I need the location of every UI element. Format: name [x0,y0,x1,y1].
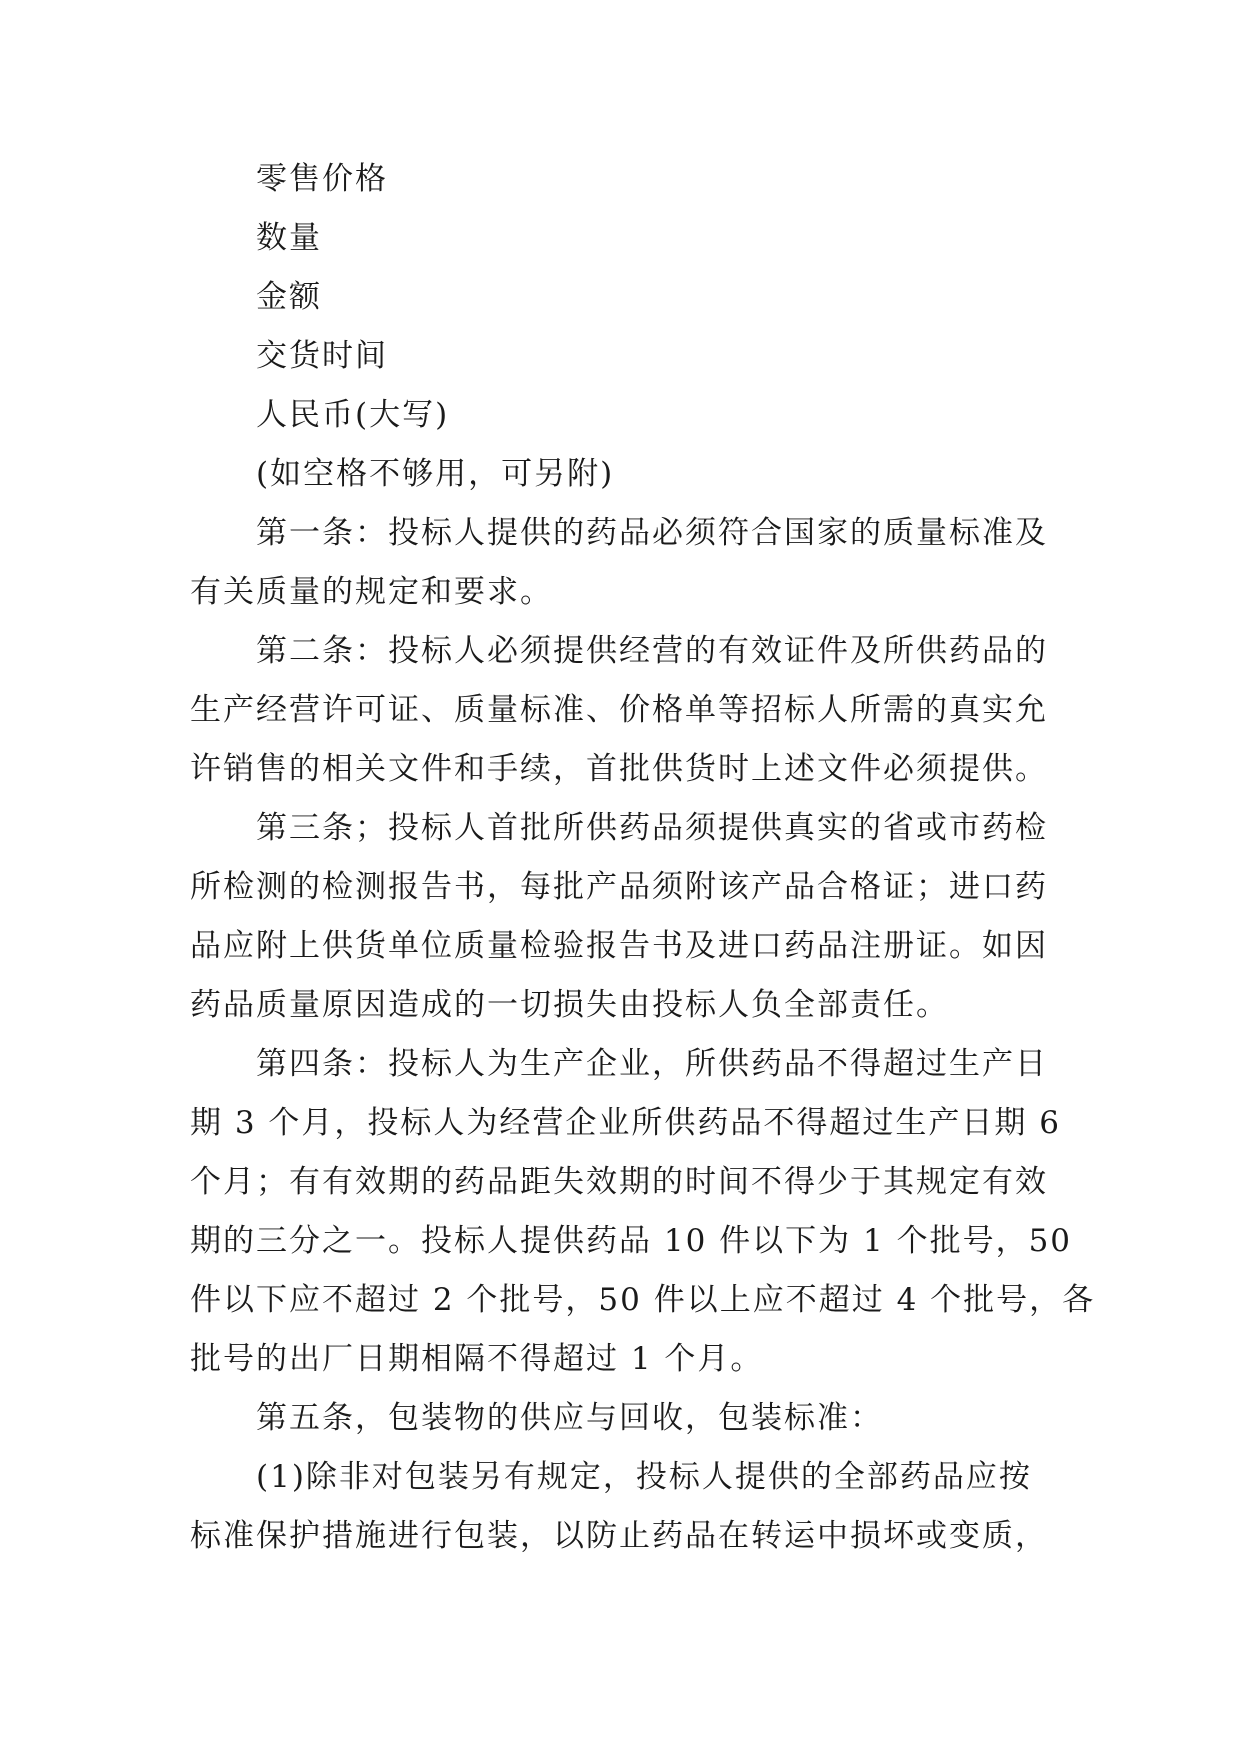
article-4-line-4: 期的三分之一。投标人提供药品 10 件以下为 1 个批号，50 [190,1223,1073,1259]
field-label-rmb-uppercase: 人民币(大写) [256,397,450,433]
article-2-line-2: 生产经营许可证、质量标准、价格单等招标人所需的真实允 [190,692,1048,728]
article-1-line-1: 第一条：投标人提供的药品必须符合国家的质量标准及 [256,515,1048,551]
article-4-line-3: 个月；有有效期的药品距失效期的时间不得少于其规定有效 [190,1164,1048,1200]
article-4-line-6: 批号的出厂日期相隔不得超过 1 个月。 [190,1341,764,1377]
field-label-quantity: 数量 [256,220,322,256]
field-label-amount: 金额 [256,279,322,315]
article-4-line-5: 件以下应不超过 2 个批号，50 件以上应不超过 4 个批号，各 [190,1282,1096,1318]
article-3-line-4: 药品质量原因造成的一切损失由投标人负全部责任。 [190,987,949,1023]
note-extra-sheet: (如空格不够用，可另附) [256,456,615,492]
article-3-line-3: 品应附上供货单位质量检验报告书及进口药品注册证。如因 [190,928,1048,964]
document-page [190,150,1096,1566]
article-4-line-2: 期 3 个月，投标人为经营企业所供药品不得超过生产日期 6 [190,1105,1062,1141]
field-label-delivery-time: 交货时间 [256,338,388,374]
article-5-item-1-line-2: 标准保护措施进行包装，以防止药品在转运中损坏或变质， [190,1518,1048,1554]
article-2-line-1: 第二条：投标人必须提供经营的有效证件及所供药品的 [256,633,1048,669]
article-5-item-1-line-1: (1)除非对包装另有规定，投标人提供的全部药品应按 [256,1459,1032,1495]
article-5-line-1: 第五条，包装物的供应与回收，包装标准： [256,1400,883,1436]
article-2-line-3: 许销售的相关文件和手续，首批供货时上述文件必须提供。 [190,751,1048,787]
article-1-line-2: 有关质量的规定和要求。 [190,574,553,610]
field-label-retail-price: 零售价格 [256,161,388,197]
article-4-line-1: 第四条：投标人为生产企业，所供药品不得超过生产日 [256,1046,1048,1082]
article-3-line-2: 所检测的检测报告书，每批产品须附该产品合格证；进口药 [190,869,1048,905]
article-3-line-1: 第三条；投标人首批所供药品须提供真实的省或市药检 [256,810,1048,846]
